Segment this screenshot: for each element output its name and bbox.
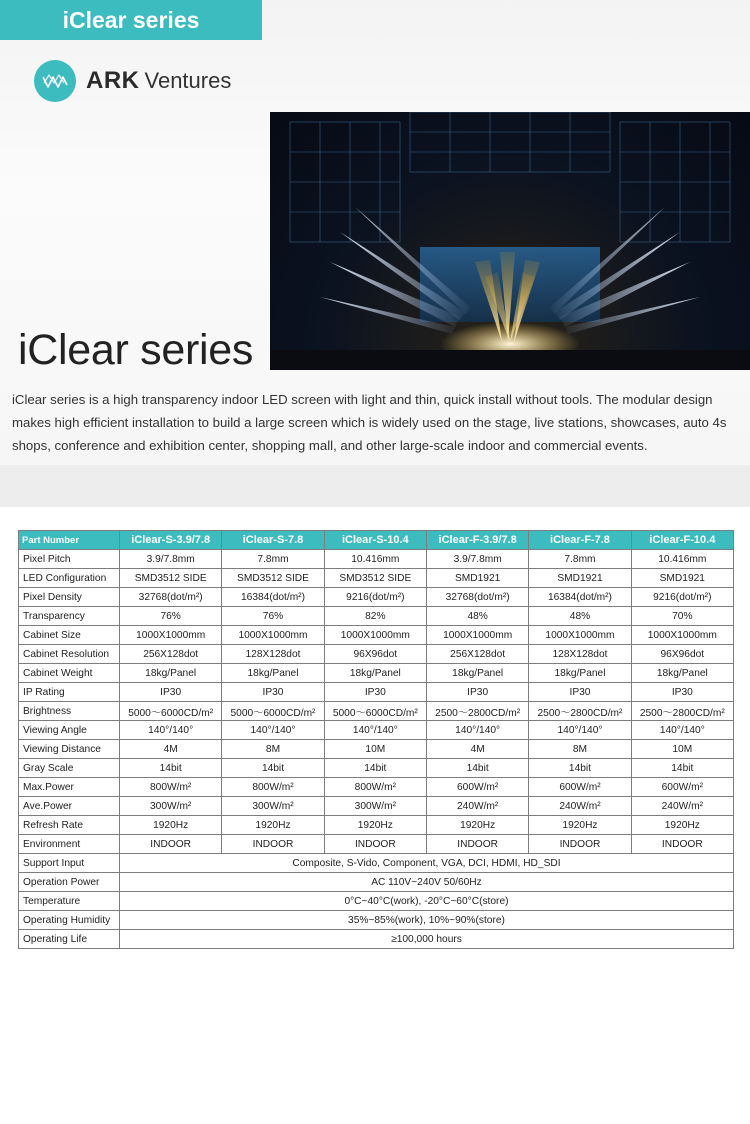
spec-row — [19, 778, 734, 797]
section-divider-band — [0, 465, 750, 507]
spec-row — [19, 607, 734, 626]
spec-value: 18kg/Panel — [120, 664, 222, 683]
spec-row-merged — [19, 930, 734, 949]
spec-row — [19, 550, 734, 569]
model-header: iClear-S-7.8 — [222, 531, 324, 550]
spec-value: 1920Hz — [324, 816, 426, 835]
spec-value: INDOOR — [222, 835, 324, 854]
model-header: iClear-S-3.9/7.8 — [120, 531, 222, 550]
spec-value: 82% — [324, 607, 426, 626]
spec-value: 10M — [631, 740, 733, 759]
spec-value: 1920Hz — [120, 816, 222, 835]
spec-value: 7.8mm — [222, 550, 324, 569]
spec-value: 10.416mm — [631, 550, 733, 569]
stage-photo — [270, 112, 750, 370]
spec-row — [19, 683, 734, 702]
spec-value: 96X96dot — [631, 645, 733, 664]
part-number-header: Part Number — [19, 531, 120, 550]
spec-value: 5000～6000CD/m² — [120, 702, 222, 721]
spec-value: 240W/m² — [529, 797, 631, 816]
spec-value: 2500～2800CD/m² — [529, 702, 631, 721]
spec-value: 76% — [222, 607, 324, 626]
spec-value: 14bit — [529, 759, 631, 778]
spec-value: 140°/140° — [120, 721, 222, 740]
spec-value: 18kg/Panel — [324, 664, 426, 683]
spec-label: Cabinet Resolution — [19, 645, 120, 664]
spec-value: 240W/m² — [631, 797, 733, 816]
spec-value: 14bit — [324, 759, 426, 778]
spec-label: Environment — [19, 835, 120, 854]
spec-body — [19, 550, 734, 949]
spec-value-merged: 35%~85%(work), 10%~90%(store) — [120, 911, 734, 930]
spec-value: 14bit — [426, 759, 528, 778]
spec-value: 32768(dot/m²) — [120, 588, 222, 607]
spec-value-merged: Composite, S-Vido, Component, VGA, DCI, HDMI, HD_SDI — [120, 854, 734, 873]
spec-value: 4M — [426, 740, 528, 759]
spec-value: 8M — [222, 740, 324, 759]
spec-row-merged — [19, 892, 734, 911]
spec-value: 48% — [426, 607, 528, 626]
spec-value: 9216(dot/m²) — [324, 588, 426, 607]
spec-row — [19, 569, 734, 588]
spec-value: 2500～2800CD/m² — [426, 702, 528, 721]
spec-row — [19, 816, 734, 835]
spec-value: 70% — [631, 607, 733, 626]
spec-value: 18kg/Panel — [426, 664, 528, 683]
spec-row — [19, 664, 734, 683]
spec-value: 140°/140° — [222, 721, 324, 740]
spec-value: 140°/140° — [324, 721, 426, 740]
spec-value: 300W/m² — [324, 797, 426, 816]
spec-label: Gray Scale — [19, 759, 120, 778]
spec-label: Ave.Power — [19, 797, 120, 816]
spec-row — [19, 626, 734, 645]
page-title: iClear series — [18, 326, 254, 374]
spec-row-merged — [19, 873, 734, 892]
spec-value: 1000X1000mm — [222, 626, 324, 645]
model-header: iClear-F-3.9/7.8 — [426, 531, 528, 550]
spec-label: Refresh Rate — [19, 816, 120, 835]
spec-value: 18kg/Panel — [631, 664, 733, 683]
spec-value: 1920Hz — [631, 816, 733, 835]
spec-value: 800W/m² — [324, 778, 426, 797]
spec-value: 9216(dot/m²) — [631, 588, 733, 607]
spec-value: 48% — [529, 607, 631, 626]
spec-value: 18kg/Panel — [529, 664, 631, 683]
spec-value: 3.9/7.8mm — [426, 550, 528, 569]
spec-label: Operation Power — [19, 873, 120, 892]
spec-value: 14bit — [631, 759, 733, 778]
spec-value: SMD1921 — [529, 569, 631, 588]
spec-label: Viewing Distance — [19, 740, 120, 759]
spec-label: Operating Humidity — [19, 911, 120, 930]
spec-value: 7.8mm — [529, 550, 631, 569]
spec-value: SMD3512 SIDE — [120, 569, 222, 588]
spec-value-merged: ≥100,000 hours — [120, 930, 734, 949]
series-description: iClear series is a high transparency indoor LED screen with light and thin, quick install without tools. The modular design makes high efficient installation to build a large screen which is widely used on the stage, live stations, showcases, auto 4s shops, conference and exhibition center, shopping mall, and other large-scale indoor and commercial events. — [12, 392, 727, 453]
spec-value: 2500～2800CD/m² — [631, 702, 733, 721]
spec-row-merged — [19, 911, 734, 930]
spec-value: 600W/m² — [529, 778, 631, 797]
spec-value: 1000X1000mm — [529, 626, 631, 645]
spec-value: 128X128dot — [529, 645, 631, 664]
spec-label: Pixel Pitch — [19, 550, 120, 569]
spec-value: 140°/140° — [426, 721, 528, 740]
spec-value: IP30 — [324, 683, 426, 702]
spec-value: 14bit — [120, 759, 222, 778]
spec-label: Support Input — [19, 854, 120, 873]
spec-value: 8M — [529, 740, 631, 759]
spec-value: 16384(dot/m²) — [222, 588, 324, 607]
spec-value: IP30 — [631, 683, 733, 702]
spec-value: 1920Hz — [529, 816, 631, 835]
spec-value: 10.416mm — [324, 550, 426, 569]
spec-label: Max.Power — [19, 778, 120, 797]
spec-label: Transparency — [19, 607, 120, 626]
spec-value: 1000X1000mm — [426, 626, 528, 645]
spec-value: IP30 — [529, 683, 631, 702]
spec-table — [18, 530, 734, 949]
spec-value: 600W/m² — [631, 778, 733, 797]
spec-value: 18kg/Panel — [222, 664, 324, 683]
spec-value: SMD3512 SIDE — [324, 569, 426, 588]
spec-value: 800W/m² — [120, 778, 222, 797]
spec-value: 128X128dot — [222, 645, 324, 664]
spec-value: INDOOR — [529, 835, 631, 854]
spec-value: 800W/m² — [222, 778, 324, 797]
spec-label: LED Configuration — [19, 569, 120, 588]
model-header: iClear-F-7.8 — [529, 531, 631, 550]
spec-row — [19, 835, 734, 854]
spec-value: 32768(dot/m²) — [426, 588, 528, 607]
spec-label: Pixel Density — [19, 588, 120, 607]
spec-value: 4M — [120, 740, 222, 759]
spec-label: Cabinet Weight — [19, 664, 120, 683]
spec-label: Temperature — [19, 892, 120, 911]
spec-value: 1000X1000mm — [631, 626, 733, 645]
spec-row — [19, 759, 734, 778]
spec-value: 96X96dot — [324, 645, 426, 664]
spec-value: 76% — [120, 607, 222, 626]
spec-row — [19, 721, 734, 740]
series-banner: iClear series — [0, 0, 262, 40]
spec-header-row — [19, 531, 734, 550]
spec-value: 5000～6000CD/m² — [324, 702, 426, 721]
spec-value: SMD1921 — [426, 569, 528, 588]
spec-value: IP30 — [426, 683, 528, 702]
model-header: iClear-S-10.4 — [324, 531, 426, 550]
spec-value: IP30 — [222, 683, 324, 702]
spec-label: Brightness — [19, 702, 120, 721]
model-header: iClear-F-10.4 — [631, 531, 733, 550]
spec-value: 5000～6000CD/m² — [222, 702, 324, 721]
spec-value: 240W/m² — [426, 797, 528, 816]
spec-row — [19, 797, 734, 816]
spec-value: IP30 — [120, 683, 222, 702]
spec-row — [19, 588, 734, 607]
spec-value: 140°/140° — [631, 721, 733, 740]
spec-label: Operating Life — [19, 930, 120, 949]
spec-row — [19, 740, 734, 759]
brand-name-light: Ventures — [144, 68, 232, 93]
spec-value: INDOOR — [426, 835, 528, 854]
spec-label: Viewing Angle — [19, 721, 120, 740]
spec-value-merged: AC 110V~240V 50/60Hz — [120, 873, 734, 892]
spec-value: 600W/m² — [426, 778, 528, 797]
spec-label: IP Rating — [19, 683, 120, 702]
spec-value: 140°/140° — [529, 721, 631, 740]
spec-value: 16384(dot/m²) — [529, 588, 631, 607]
brand-lockup — [34, 60, 231, 102]
spec-value: INDOOR — [324, 835, 426, 854]
spec-value: SMD1921 — [631, 569, 733, 588]
brand-name-bold: ARK — [86, 67, 140, 94]
hero-section — [0, 0, 750, 465]
spec-row — [19, 702, 734, 721]
spec-value: 1920Hz — [426, 816, 528, 835]
spec-value: 1000X1000mm — [120, 626, 222, 645]
spec-value: 10M — [324, 740, 426, 759]
spec-row — [19, 645, 734, 664]
spec-value: 300W/m² — [120, 797, 222, 816]
spec-value: SMD3512 SIDE — [222, 569, 324, 588]
spec-value: 300W/m² — [222, 797, 324, 816]
spec-value: 3.9/7.8mm — [120, 550, 222, 569]
spec-row-merged — [19, 854, 734, 873]
spec-value: 256X128dot — [426, 645, 528, 664]
spec-value: INDOOR — [631, 835, 733, 854]
spec-value: INDOOR — [120, 835, 222, 854]
spec-value: 256X128dot — [120, 645, 222, 664]
spec-value-merged: 0°C~40°C(work), -20°C~60°C(store) — [120, 892, 734, 911]
spec-value: 1000X1000mm — [324, 626, 426, 645]
spec-value: 1920Hz — [222, 816, 324, 835]
ark-logo-icon — [34, 60, 76, 102]
spec-value: 14bit — [222, 759, 324, 778]
spec-label: Cabinet Size — [19, 626, 120, 645]
